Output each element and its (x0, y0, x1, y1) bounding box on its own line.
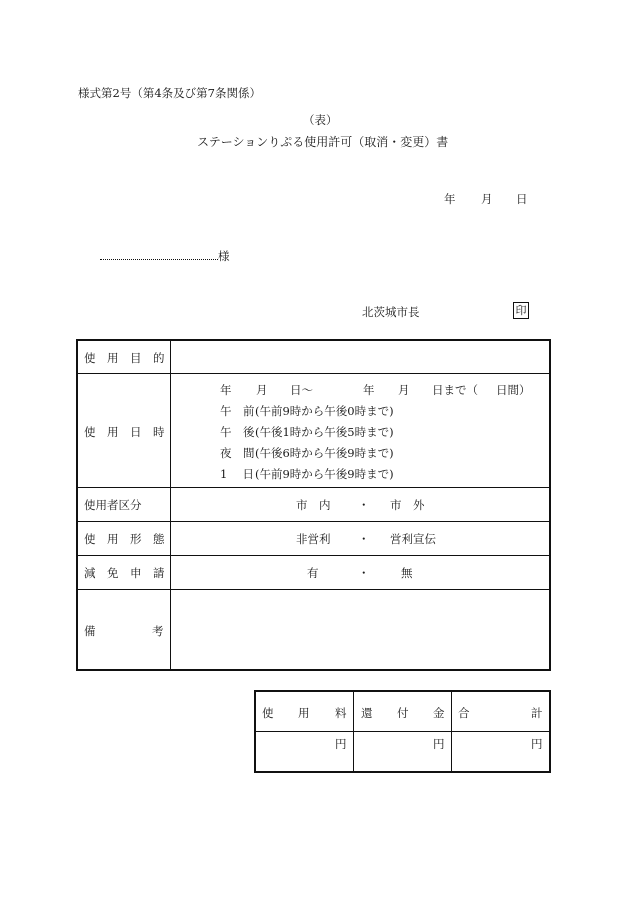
usage-type-option-nonprofit[interactable]: 非営利 (296, 532, 331, 546)
fee-total-unit[interactable]: 円 (531, 737, 543, 751)
fee-header-usage-fee-b: 用 (298, 706, 310, 720)
usage-type-option-commercial[interactable]: 営利宣伝 (390, 532, 436, 546)
time-option-desc: (午後6時から午後9時まで) (255, 446, 394, 460)
user-category-label: 使用者区分 (84, 498, 142, 512)
period-end-day[interactable]: 日まで（ (432, 383, 478, 397)
seal-mark: 印 (513, 302, 529, 319)
addressee-suffix: 様 (218, 249, 230, 263)
fee-table-column-divider (353, 691, 354, 772)
exemption-option-yes[interactable]: 有 (307, 566, 319, 580)
fee-refund-unit[interactable]: 円 (433, 737, 445, 751)
period-start-year[interactable]: 年 (220, 383, 232, 397)
fee-header-total-c: 計 (531, 706, 543, 720)
date-day-label: 日 (516, 192, 528, 206)
purpose-label: 使 用 目 的 (84, 351, 165, 365)
user-category-option-inside[interactable]: 市 内 (296, 498, 331, 512)
fee-header-total-a: 合 (458, 706, 470, 720)
issuer-name: 北茨城市長 (362, 305, 420, 319)
period-end-month[interactable]: 月 (398, 383, 410, 397)
fee-header-refund-c: 金 (433, 706, 445, 720)
time-option-desc: (午前9時から午後0時まで) (255, 404, 394, 418)
date-month-label: 月 (481, 192, 493, 206)
remarks-field[interactable] (176, 595, 544, 665)
row-divider (77, 487, 550, 488)
exemption-label: 減 免 申 請 (84, 566, 165, 580)
fee-header-refund-a: 還 (361, 706, 373, 720)
user-category-option-outside[interactable]: 市 外 (390, 498, 425, 512)
addressee-field[interactable] (100, 259, 218, 260)
fee-table-column-divider (451, 691, 452, 772)
fee-table-row-divider (255, 731, 550, 732)
remarks-label-first: 備 (84, 624, 96, 638)
fee-header-refund-b: 付 (397, 706, 409, 720)
main-table-column-divider (170, 340, 171, 670)
purpose-field[interactable] (176, 345, 544, 369)
time-option-key[interactable]: 午 前 (220, 404, 255, 418)
datetime-label: 使 用 日 時 (84, 425, 165, 439)
page-title: ステーションりぷる使用許可（取消・変更）書 (197, 135, 449, 149)
usage-type-label: 使 用 形 態 (84, 532, 165, 546)
fee-usage-unit[interactable]: 円 (335, 737, 347, 751)
time-option-desc: (午前9時から午後9時まで) (255, 467, 394, 481)
exemption-option-no[interactable]: 無 (401, 566, 413, 580)
fee-header-usage-fee-a: 使 (262, 706, 274, 720)
remarks-label-second: 考 (152, 624, 164, 638)
row-divider (77, 555, 550, 556)
row-divider (77, 589, 550, 590)
time-option-key[interactable]: 夜 間 (220, 446, 255, 460)
form-side-label: （表） (303, 113, 338, 127)
option-separator: ・ (358, 498, 370, 512)
time-option-key[interactable]: 1 日 (220, 467, 254, 481)
form-number: 様式第2号（第4条及び第7条関係） (78, 86, 261, 100)
period-start-month[interactable]: 月 (256, 383, 268, 397)
row-divider (77, 521, 550, 522)
period-days[interactable]: 日間） (496, 383, 531, 397)
time-option-desc: (午後1時から午後5時まで) (255, 425, 394, 439)
date-year-label: 年 (444, 192, 456, 206)
period-start-day[interactable]: 日～ (290, 383, 313, 397)
period-end-year[interactable]: 年 (363, 383, 375, 397)
option-separator: ・ (358, 532, 370, 546)
time-option-key[interactable]: 午 後 (220, 425, 255, 439)
option-separator: ・ (358, 566, 370, 580)
fee-header-usage-fee-c: 料 (335, 706, 347, 720)
row-divider (77, 373, 550, 374)
